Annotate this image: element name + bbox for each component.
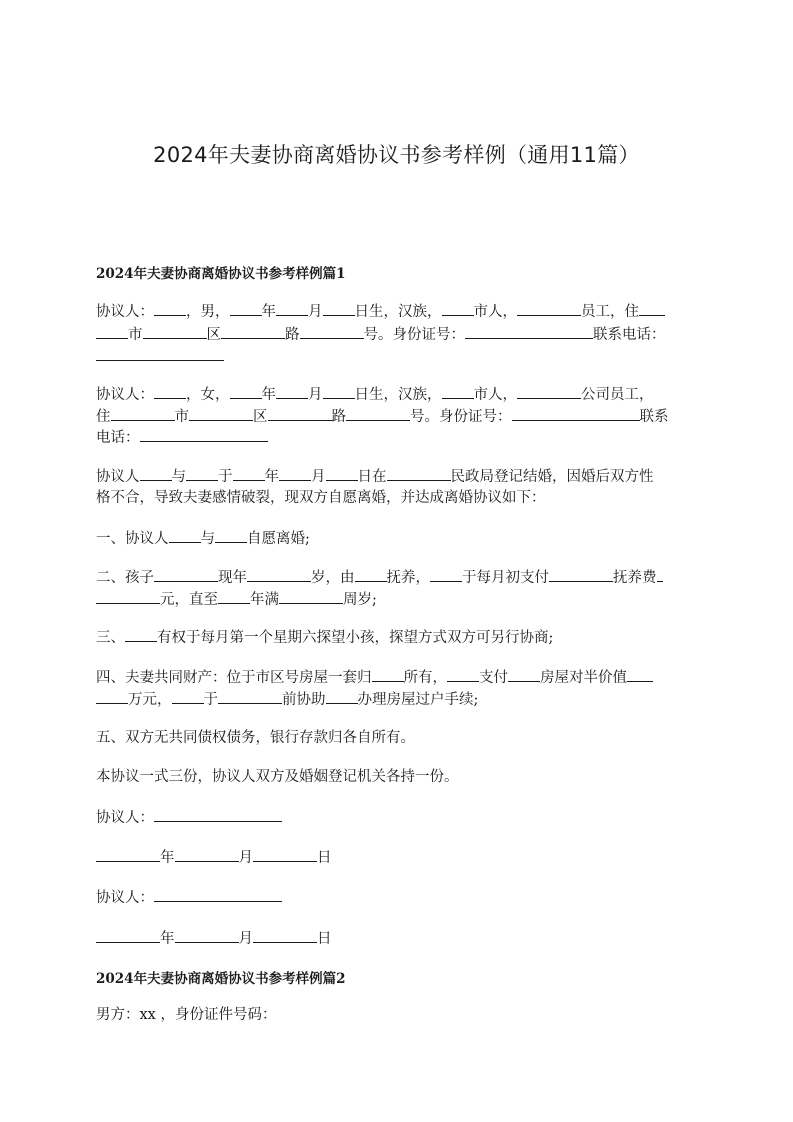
party2-line-1: 协议人： ，女， 年 月 日生，汉族， 市人， 公司员工， — [96, 384, 654, 405]
party2-line-3: 电话： — [96, 427, 268, 448]
marriage-line-2: 格不合，导致夫妻感情破裂，现双方自愿离婚，并达成离婚协议如下： — [96, 490, 546, 506]
signature-party-1: 协议人： — [96, 807, 282, 828]
clause-4-line-2: 万元， 于 前协助 办理房屋过户手续; — [96, 689, 478, 710]
party1-line-3 — [96, 346, 224, 367]
clause-4-line-1: 四、夫妻共同财产：位于市区号房屋一套归 所有， 支付 房屋对半价值 — [96, 667, 653, 688]
signature-date-2: 年 月 日 — [96, 928, 332, 949]
party2-line-2: 住 市 区 路 号。身份证号： 联系 — [96, 406, 669, 427]
clause-2-line-1: 二、孩子 现年 岁，由 抚养， 于每月初支付 抚养费 — [96, 567, 663, 588]
section-heading-2: 2024年夫妻协商离婚协议书参考样例篇2 — [96, 971, 346, 987]
signature-date-1: 年 月 日 — [96, 847, 332, 868]
clause-5: 五、双方无共同债权债务，银行存款归各自所有。 — [96, 730, 415, 746]
signature-party-2: 协议人： — [96, 887, 282, 908]
section2-line-1: 男方：xx ，身份证件号码： — [96, 1007, 277, 1023]
clause-1: 一、协议人 与 自愿离婚; — [96, 528, 310, 549]
clause-2-line-2: 元，直至 年满 周岁; — [96, 589, 377, 610]
section-heading-1: 2024年夫妻协商离婚协议书参考样例篇1 — [96, 266, 346, 282]
clause-3: 三、 有权于每月第一个星期六探望小孩，探望方式双方可另行协商; — [96, 627, 553, 648]
marriage-line-1: 协议人 与 于 年 月 日在 民政局登记结婚，因婚后双方性 — [96, 466, 654, 487]
document-title: 2024年夫妻协商离婚协议书参考样例（通用11篇） — [153, 143, 640, 167]
copies-note: 本协议一式三份，协议人双方及婚姻登记机关各持一份。 — [96, 769, 459, 785]
party1-line-1: 协议人： ，男， 年 月 日生，汉族， 市人， 员工，住 — [96, 301, 665, 322]
party1-line-2: 市 区 路 号。身份证号： 联系电话： — [96, 324, 666, 345]
